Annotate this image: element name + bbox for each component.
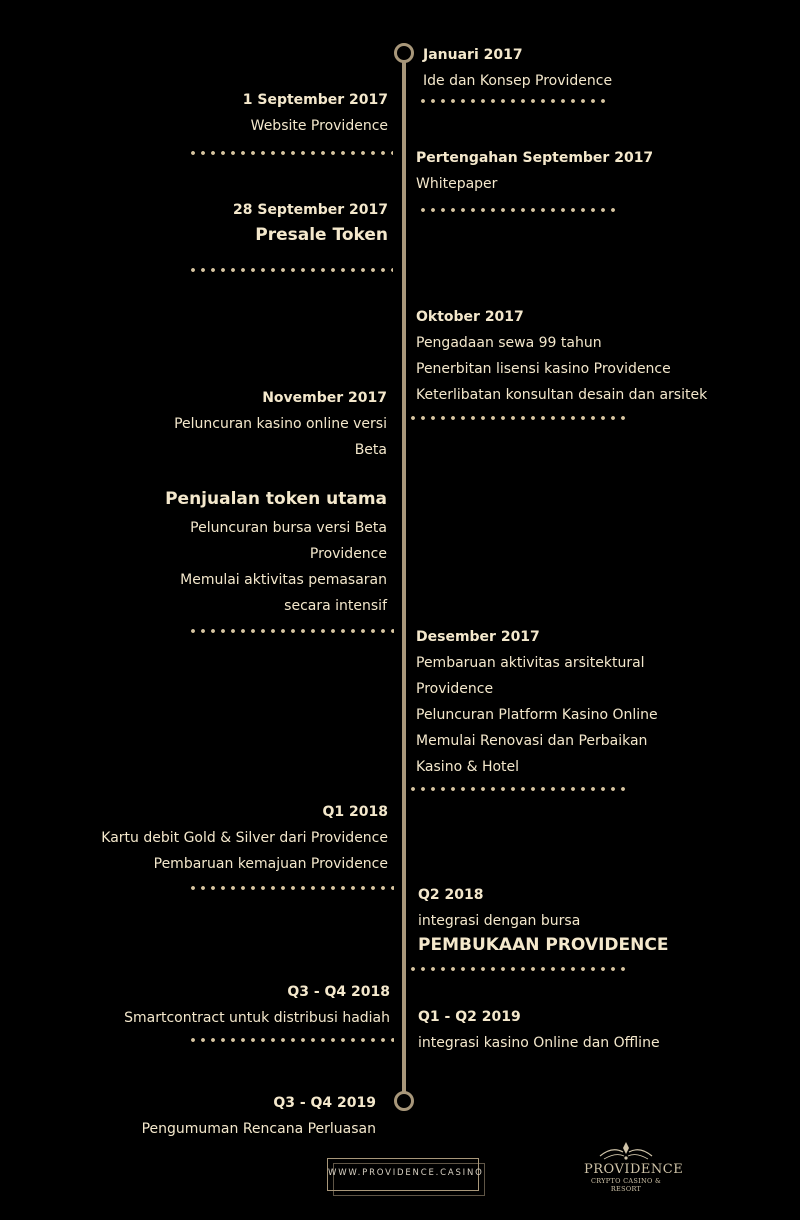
- dotted-divider: [188, 629, 394, 633]
- milestone-date: November 2017: [262, 390, 387, 406]
- milestone-text: Peluncuran kasino online versi: [174, 416, 387, 432]
- crest-icon: [596, 1140, 656, 1162]
- milestone-text: Beta: [354, 442, 387, 458]
- logo-subtitle: CRYPTO CASINO & RESORT: [590, 1177, 662, 1193]
- milestone-text: Keterlibatan konsultan desain dan arsitek: [416, 387, 708, 403]
- milestone-text: integrasi dengan bursa: [418, 913, 581, 929]
- milestone-text: Peluncuran bursa versi Beta: [190, 520, 387, 536]
- milestone-text: Memulai aktivitas pemasaran: [180, 572, 387, 588]
- milestone-text: secara intensif: [284, 598, 387, 614]
- milestone-text: Website Providence: [250, 118, 388, 134]
- milestone-text: Peluncuran Platform Kasino Online: [416, 707, 658, 723]
- milestone-text: Whitepaper: [416, 176, 498, 192]
- timeline-end-node: [394, 1091, 414, 1111]
- milestone-date: 28 September 2017: [233, 202, 388, 218]
- milestone-date: Januari 2017: [423, 47, 523, 63]
- milestone-date: Desember 2017: [416, 629, 540, 645]
- milestone-date: Q2 2018: [418, 887, 484, 903]
- milestone-text: Pembaruan kemajuan Providence: [153, 856, 388, 872]
- milestone-text: Memulai Renovasi dan Perbaikan: [416, 733, 648, 749]
- milestone-text: Ide dan Konsep Providence: [423, 73, 613, 89]
- milestone-date: Q1 - Q2 2019: [418, 1009, 521, 1025]
- milestone-date: Q3 - Q4 2019: [273, 1095, 376, 1111]
- milestone-date: Oktober 2017: [416, 309, 524, 325]
- milestone-date: Q3 - Q4 2018: [287, 984, 390, 1000]
- milestone-text: Providence: [309, 546, 387, 562]
- milestone-text: Kartu debit Gold & Silver dari Providence: [101, 830, 388, 846]
- dotted-divider: [188, 268, 393, 272]
- milestone-text: Providence: [416, 681, 494, 697]
- dotted-divider: [408, 416, 630, 420]
- dotted-divider: [188, 1038, 394, 1042]
- website-url[interactable]: WWW.PROVIDENCE.CASINO: [328, 1168, 484, 1178]
- milestone-date: 1 September 2017: [242, 92, 388, 108]
- providence-logo: [584, 1140, 684, 1193]
- milestone-text: Pembaruan aktivitas arsitektural: [416, 655, 645, 671]
- dotted-divider: [408, 787, 630, 791]
- dotted-divider: [418, 99, 610, 103]
- dotted-divider: [188, 151, 393, 155]
- dotted-divider: [418, 208, 620, 212]
- milestone-highlight: Presale Token: [255, 225, 388, 245]
- milestone-text: Pengadaan sewa 99 tahun: [416, 335, 602, 351]
- milestone-date: Q1 2018: [322, 804, 388, 820]
- timeline-spine: [402, 62, 406, 1092]
- milestone-text: Penerbitan lisensi kasino Providence: [416, 361, 671, 377]
- dotted-divider: [188, 886, 394, 890]
- timeline-start-node: [394, 43, 414, 63]
- milestone-highlight: PEMBUKAAN PROVIDENCE: [418, 935, 669, 955]
- logo-name: PROVIDENCE: [584, 1162, 684, 1177]
- milestone-text: Kasino & Hotel: [416, 759, 520, 775]
- milestone-text: integrasi kasino Online dan Offline: [418, 1035, 660, 1051]
- milestone-text: Smartcontract untuk distribusi hadiah: [124, 1010, 390, 1026]
- milestone-date: Pertengahan September 2017: [416, 150, 654, 166]
- dotted-divider: [408, 967, 630, 971]
- milestone-highlight: Penjualan token utama: [165, 489, 387, 509]
- milestone-text: Pengumuman Rencana Perluasan: [141, 1121, 376, 1137]
